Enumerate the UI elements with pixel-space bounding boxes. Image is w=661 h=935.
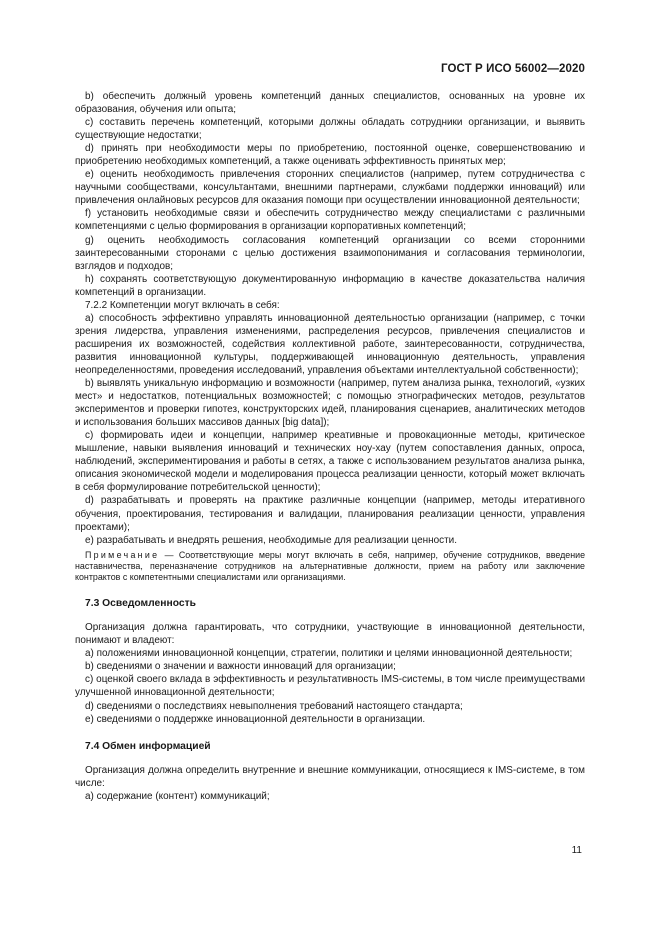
page-number: 11 — [571, 845, 582, 856]
paragraph-7-3-b: b) сведениями о значении и важности инноваций для организации; — [85, 661, 396, 673]
paragraph-e-external-specialists: e) оценить необходимость привлечения сторонних специалистов (например, путем сотрудничества с научными сообществами, консультантами, внешними партнерами, службами поддержки инноваций) или привлечения онлайновых ресурсов для оказания помощи при осуществлении инновационной деятельности; — [75, 169, 585, 207]
paragraph-7-4-intro: Организация должна определить внутренние и внешние коммуникации, относящиеся к IMS-системе, в том числе: — [75, 764, 585, 789]
paragraph-c-competence-list: c) составить перечень компетенций, которыми должны обладать сотрудники организации, и выявить существующие недостатки; — [75, 117, 585, 142]
paragraph-7-2-2: 7.2.2 Компетенции могут включать в себя: — [85, 299, 280, 311]
paragraph-7-3-e: e) сведениями о поддержке инновационной деятельности в организации. — [85, 713, 426, 725]
paragraph-e-implement-solutions: e) разрабатывать и внедрять решения, необходимые для реализации ценности. — [85, 534, 457, 546]
paragraph-h-documentation: h) сохранять соответствующую документированную информацию в качестве доказательства наличия компетенций в организации. — [75, 273, 585, 298]
paragraph-d-develop-concepts: d) разрабатывать и проверять на практике различные концепции (например, методы итеративного обучения, проектирования, тестирования и валидации, планирования реализации ценности, управления проектами); — [75, 495, 585, 533]
note-label: Примечание — [85, 549, 160, 560]
paragraph-7-3-d: d) сведениями о последствиях невыполнения требований настоящего стандарта; — [85, 700, 463, 712]
paragraph-7-3-c: c) оценкой своего вклада в эффективность и результативность IMS-системы, в том числе преимуществами улучшенной инновационной деятельности; — [75, 674, 585, 699]
paragraph-g-alignment: g) оценить необходимость согласования компетенций организации со всеми сторонними заинтересованными сторонами с целью достижения взаимопонимания и согласования терминологии, взглядов и подходов; — [75, 234, 585, 272]
paragraph-b-competence-level: b) обеспечить должный уровень компетенций данных специалистов, основанных на уровне их образования, обучения или опыта; — [75, 91, 585, 116]
paragraph-7-3-intro: Организация должна гарантировать, что сотрудники, участвующие в инновационной деятельности, понимают и владеют: — [75, 622, 585, 647]
paragraph-a-manage-innovation: a) способность эффективно управлять инновационной деятельностью организации (например, с точки зрения лидерства, управления изменениями, распределения ресурсов, привлечения специалистов и расширения их возможностей, содействия коллективной работе, заинтересованности, сотрудничества, развития инновационной культуры, поддерживающей инновационную деятельность, управления неопределенностями, проведения исследований, управления объектами интеллектуальной собственности); — [75, 312, 585, 376]
document-body — [75, 90, 585, 803]
standard-header: ГОСТ Р ИСО 56002—2020 — [440, 63, 585, 75]
section-7-3-title: 7.3 Осведомленность — [85, 598, 196, 610]
paragraph-7-4-a: a) содержание (контент) коммуникаций; — [85, 790, 270, 802]
paragraph-d-measures: d) принять при необходимости меры по приобретению, постоянной оценке, совершенствованию и приобретению необходимых компетенций, а также оценивать эффективность принятых мер; — [75, 143, 585, 168]
paragraph-f-cooperation: f) установить необходимые связи и обеспечить сотрудничество между специалистами с различными компетенциями с целью формирования в организации корпоративных компетенций; — [75, 208, 585, 233]
note-paragraph — [75, 550, 585, 584]
section-7-4-title: 7.4 Обмен информацией — [85, 740, 211, 752]
paragraph-b-unique-information: b) выявлять уникальную информацию и возможности (например, путем анализа рынка, технологий, «узких мест» и недостатков, потенциальных возможностей; с помощью этнографических методов, результатов экспериментов и проверки гипотез, конструкторских идей, планирования сценариев, аналитических методов и использования больших массивов данных [big data]); — [75, 378, 585, 429]
paragraph-7-3-a: a) положениями инновационной концепции, стратегии, политики и целями инновационной деятельности; — [85, 648, 573, 660]
paragraph-c-ideas-concepts: c) формировать идеи и концепции, например креативные и провокационные методы, критическое мышление, навыки выявления инноваций и технических ноу-хау (путем сопоставления данных, опроса, наблюдений, экспериментирования и работы в сетях, а также с использованием результатов анализа рынка, описания экономической модели и моделирования процесса реализации ценности, который может включать в себя формулирование потребительской ценности); — [75, 430, 585, 494]
note-text: — Соответствующие меры могут включать в себя, например, обучение сотрудников, введение наставничества, переназначение сотрудников на альтернативные должности, прием на работу или заключение контрактов с компетентными специалистами или организациями. — [75, 549, 585, 583]
